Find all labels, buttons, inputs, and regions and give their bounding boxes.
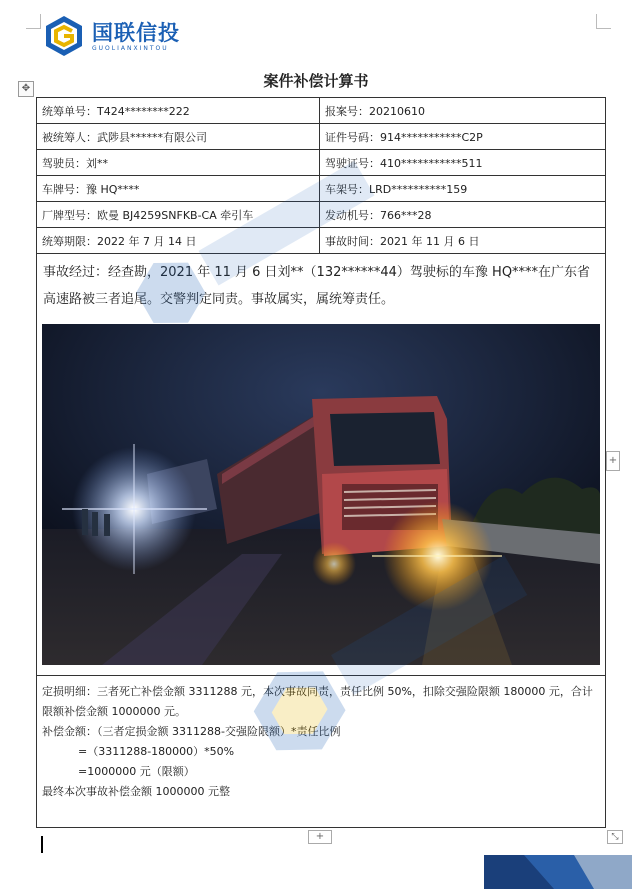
field-value: T424********222 — [97, 104, 190, 118]
field-value: 2021 年 11 月 6 日 — [380, 234, 480, 248]
formula-step-2: =1000000 元（限额） — [78, 765, 195, 778]
field-value: 豫 HQ**** — [86, 182, 140, 196]
accident-narrative: 事故经过：经查勘，2021 年 11 月 6 日刘**（132******44）驾驶标的车豫 HQ****在广东省高速路被三者追尾。交警判定同责。事故属实，属统筹责任。 — [43, 265, 591, 307]
field-label: 车牌号： — [42, 182, 86, 196]
field-value: 410***********511 — [380, 156, 483, 170]
field-label: 厂牌型号： — [42, 208, 97, 222]
table-move-handle-icon[interactable]: ✥ — [18, 81, 34, 97]
field-label: 驾驶员： — [42, 156, 86, 170]
page-corner-mark — [596, 14, 611, 29]
table-row — [37, 150, 606, 176]
field-value: 766***28 — [380, 208, 432, 222]
field-value: 欧曼 BJ4259SNFKB-CA 牵引车 — [97, 208, 254, 222]
add-column-icon[interactable]: + — [606, 451, 620, 471]
table-resize-icon[interactable]: ⤡ — [607, 830, 623, 844]
logo-hexagon-icon — [42, 14, 86, 58]
field-value: 2022 年 7 月 14 日 — [97, 234, 197, 248]
field-value: LRD**********159 — [369, 182, 468, 196]
case-info-table — [36, 97, 606, 254]
accident-narrative-cell — [36, 253, 606, 676]
corner-decoration — [484, 855, 632, 889]
table-row — [37, 124, 606, 150]
compensation-calculation-cell — [36, 676, 606, 828]
field-label: 统筹单号： — [42, 104, 97, 118]
table-row — [37, 98, 606, 124]
accident-scene-photo — [42, 324, 600, 665]
add-row-icon[interactable]: + — [308, 830, 332, 844]
field-label: 发动机号： — [325, 208, 380, 222]
document-title: 案件补偿计算书 — [263, 72, 369, 90]
formula-step-1: =（3311288-180000）*50% — [78, 745, 235, 758]
table-row — [37, 202, 606, 228]
logo-name-en: GUOLIANXINTOU — [92, 44, 169, 52]
final-amount-text: 最终本次事故补偿金额 1000000 元整 — [42, 785, 230, 798]
field-label: 事故时间： — [325, 234, 380, 248]
field-value: 20210610 — [369, 104, 425, 118]
field-label: 驾驶证号： — [325, 156, 380, 170]
formula-text: 补偿金额：（三者定损金额 3311288-交强险限额）*责任比例 — [42, 725, 341, 738]
field-label: 统筹期限： — [42, 234, 97, 248]
page-corner-mark — [26, 14, 41, 29]
text-cursor — [41, 836, 43, 853]
logo-name-cn: 国联信投 — [92, 20, 180, 45]
field-label: 车架号： — [325, 182, 369, 196]
loss-detail-text: 定损明细：三者死亡补偿金额 3311288 元，本次事故同责，责任比例 50%，扣除交强险限额 180000 元，合计限额补偿金额 1000000 元。 — [42, 685, 593, 718]
company-logo — [42, 14, 180, 58]
table-row — [37, 176, 606, 202]
field-value: 武陟县******有限公司 — [97, 130, 207, 144]
field-value: 刘** — [86, 156, 108, 170]
field-value: 914***********C2P — [380, 130, 483, 144]
field-label: 报案号： — [325, 104, 369, 118]
table-row — [37, 228, 606, 254]
field-label: 被统筹人： — [42, 130, 97, 144]
field-label: 证件号码： — [325, 130, 380, 144]
